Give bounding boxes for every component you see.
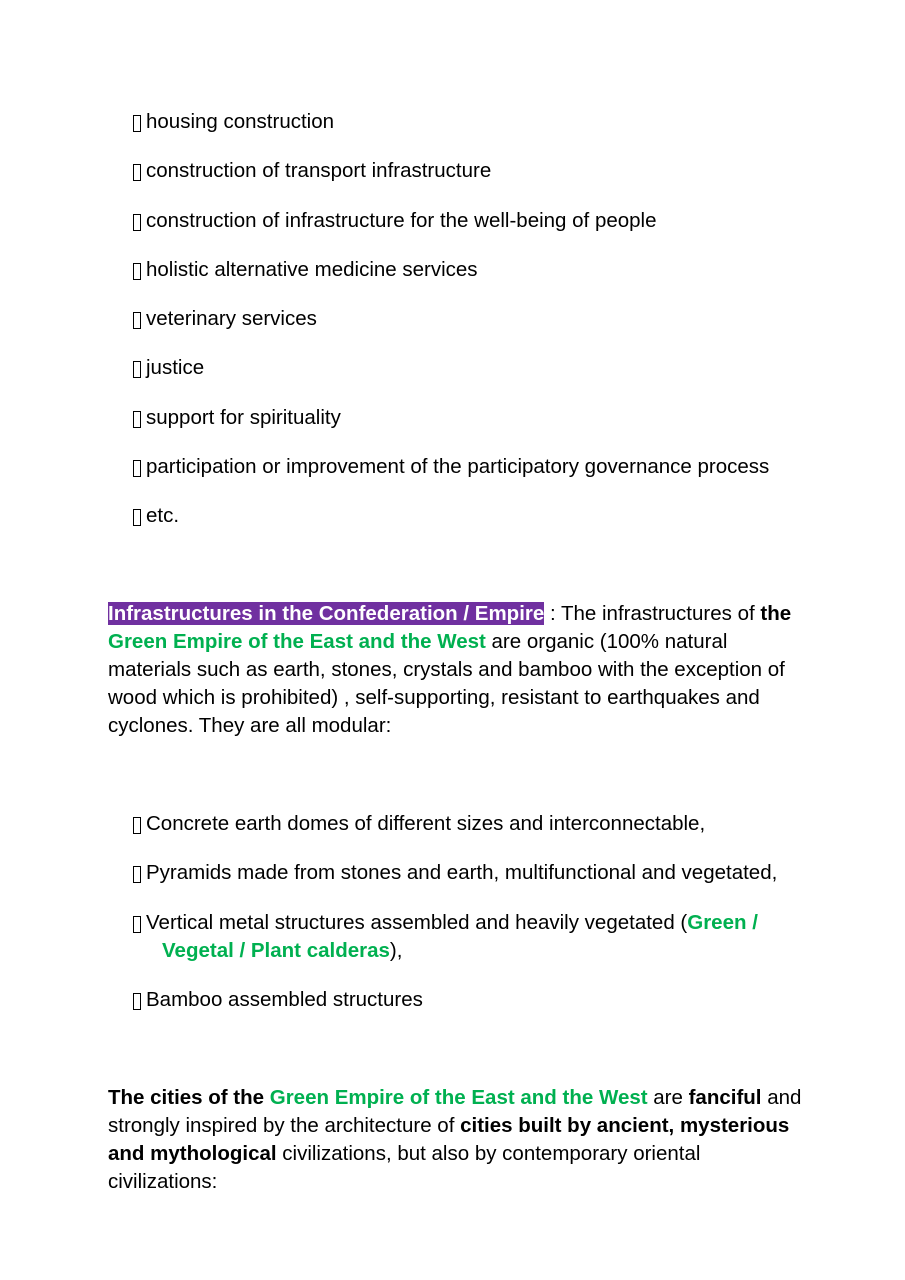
list-item (133, 453, 769, 481)
green-empire-name: Green Empire of the East and the West (108, 630, 486, 653)
list-item (133, 256, 769, 284)
paragraph-text: and strongly inspired by the architecture of (108, 1086, 802, 1137)
list-item-text: justice (146, 356, 205, 380)
list-item (133, 305, 769, 333)
structures-list (133, 810, 777, 1035)
paragraph-text: : The infrastructures of (544, 602, 761, 625)
green-text: Vegetal / Plant calderas (162, 938, 390, 962)
list-item-text: participation or improvement of the participatory governance process (146, 455, 770, 479)
bullet-icon (133, 214, 141, 231)
green-text: Green / (687, 910, 758, 934)
list-item (133, 354, 769, 382)
list-item (133, 909, 777, 965)
bold-text: the (760, 602, 792, 625)
bold-text: fanciful (688, 1086, 762, 1109)
cities-paragraph (108, 1084, 808, 1196)
list-item-text: veterinary services (146, 307, 317, 331)
services-list (133, 108, 769, 552)
bullet-icon (133, 411, 141, 428)
paragraph-text: are (647, 1086, 689, 1109)
bullet-icon (133, 263, 141, 280)
list-item-text-part: Vertical metal structures assembled and heavily vegetated ( (146, 910, 688, 934)
list-item-text: construction of infrastructure for the well-being of people (146, 208, 657, 232)
list-item (133, 108, 769, 136)
paragraph-text: are organic (100% natural materials such as earth, stones, crystals and bamboo with the exception of wood which is prohibited) , self-supporting, resistant to earthquakes and cyclones. They are all modular: (108, 630, 785, 737)
bullet-icon (133, 866, 141, 883)
bold-text: The cities of the (108, 1086, 270, 1109)
list-item-text: housing construction (146, 110, 335, 133)
bullet-icon (133, 361, 141, 378)
list-item-text: Bamboo assembled structures (146, 987, 423, 1011)
infrastructures-paragraph (108, 600, 808, 740)
list-item-text: holistic alternative medicine services (146, 257, 478, 281)
list-item (133, 207, 769, 235)
list-item-text: Concrete earth domes of different sizes and interconnectable, (146, 812, 706, 835)
bullet-icon (133, 916, 141, 933)
list-item (133, 810, 777, 838)
bullet-icon (133, 993, 141, 1010)
bullet-icon (133, 509, 141, 526)
list-item (133, 986, 777, 1014)
green-empire-name: Green Empire of the East and the West (269, 1086, 648, 1109)
list-item (133, 404, 769, 432)
list-item-text: construction of transport infrastructure (146, 159, 492, 183)
bullet-icon (133, 312, 141, 329)
bullet-icon (133, 817, 141, 834)
paragraph-text: civilizations, but also by contemporary oriental civilizations: (108, 1142, 701, 1193)
list-item (133, 502, 769, 530)
list-item-text-part: ), (389, 938, 403, 962)
bullet-icon (133, 115, 141, 132)
section-heading-highlight: Infrastructures in the Confederation / Empire (108, 602, 545, 625)
bullet-icon (133, 460, 141, 477)
list-item-text: support for spirituality (146, 405, 341, 429)
list-item-text: Pyramids made from stones and earth, multifunctional and vegetated, (146, 861, 778, 885)
list-item (133, 157, 769, 185)
list-item (133, 859, 777, 887)
bold-text: cities built by ancient, mysterious and mythological (108, 1114, 790, 1165)
bullet-icon (133, 164, 141, 181)
list-item-text (146, 909, 766, 965)
list-item-text: etc. (146, 504, 180, 528)
